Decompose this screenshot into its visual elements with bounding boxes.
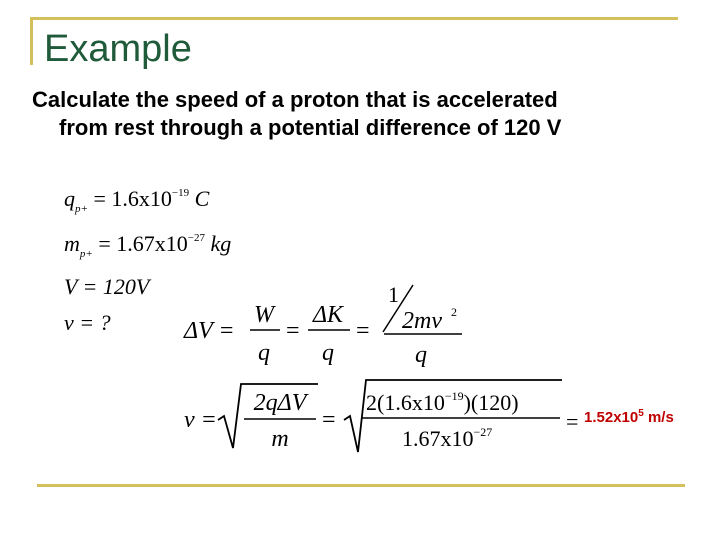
eq1-w-den: q xyxy=(258,340,270,366)
eq1-half-num: 1 xyxy=(388,282,399,307)
eq2-lhs: v = xyxy=(184,407,217,433)
eq1-eq2: = xyxy=(356,318,370,344)
eq1-eq1: = xyxy=(286,318,300,344)
eq2-eq: = xyxy=(322,407,336,433)
given-voltage: V = 120V xyxy=(64,274,150,299)
eq1-w-num: W xyxy=(254,302,274,328)
given-mass: $m_{p+} = 1.67x10^{-27}$ kg xyxy=(64,231,232,260)
slide-title: Example xyxy=(44,28,192,70)
eq2-r2-den: $1.67x10^{-27}$ xyxy=(402,425,493,451)
problem-line-2: from rest through a potential difference of 120 V xyxy=(59,115,562,140)
eq2-final-eq: = xyxy=(566,409,579,434)
eq1-mv-den: q xyxy=(415,342,427,368)
given-charge: $q_{p+} = 1.6x10^{-19}$ C xyxy=(64,186,210,215)
eq1-dk-num: ΔK xyxy=(312,302,344,328)
eq2-r1-num: 2qΔV xyxy=(253,390,307,416)
eq2-r1-den: m xyxy=(271,426,289,452)
eq1-lhs: ΔV = xyxy=(184,318,235,344)
eq2-r2-num: $2(1.6x10^{-19})(120)$ xyxy=(366,389,519,415)
given-speed-unknown: v = ? xyxy=(64,310,111,335)
eq1-dk-den: q xyxy=(322,340,334,366)
eq1-mv-sup: 2 xyxy=(451,305,457,319)
eq1-mv-num: 2mv xyxy=(402,308,442,334)
problem-line-1: Calculate the speed of a proton that is accelerated xyxy=(32,87,558,112)
final-answer: $1.52x10^5$ m/s xyxy=(584,408,674,426)
